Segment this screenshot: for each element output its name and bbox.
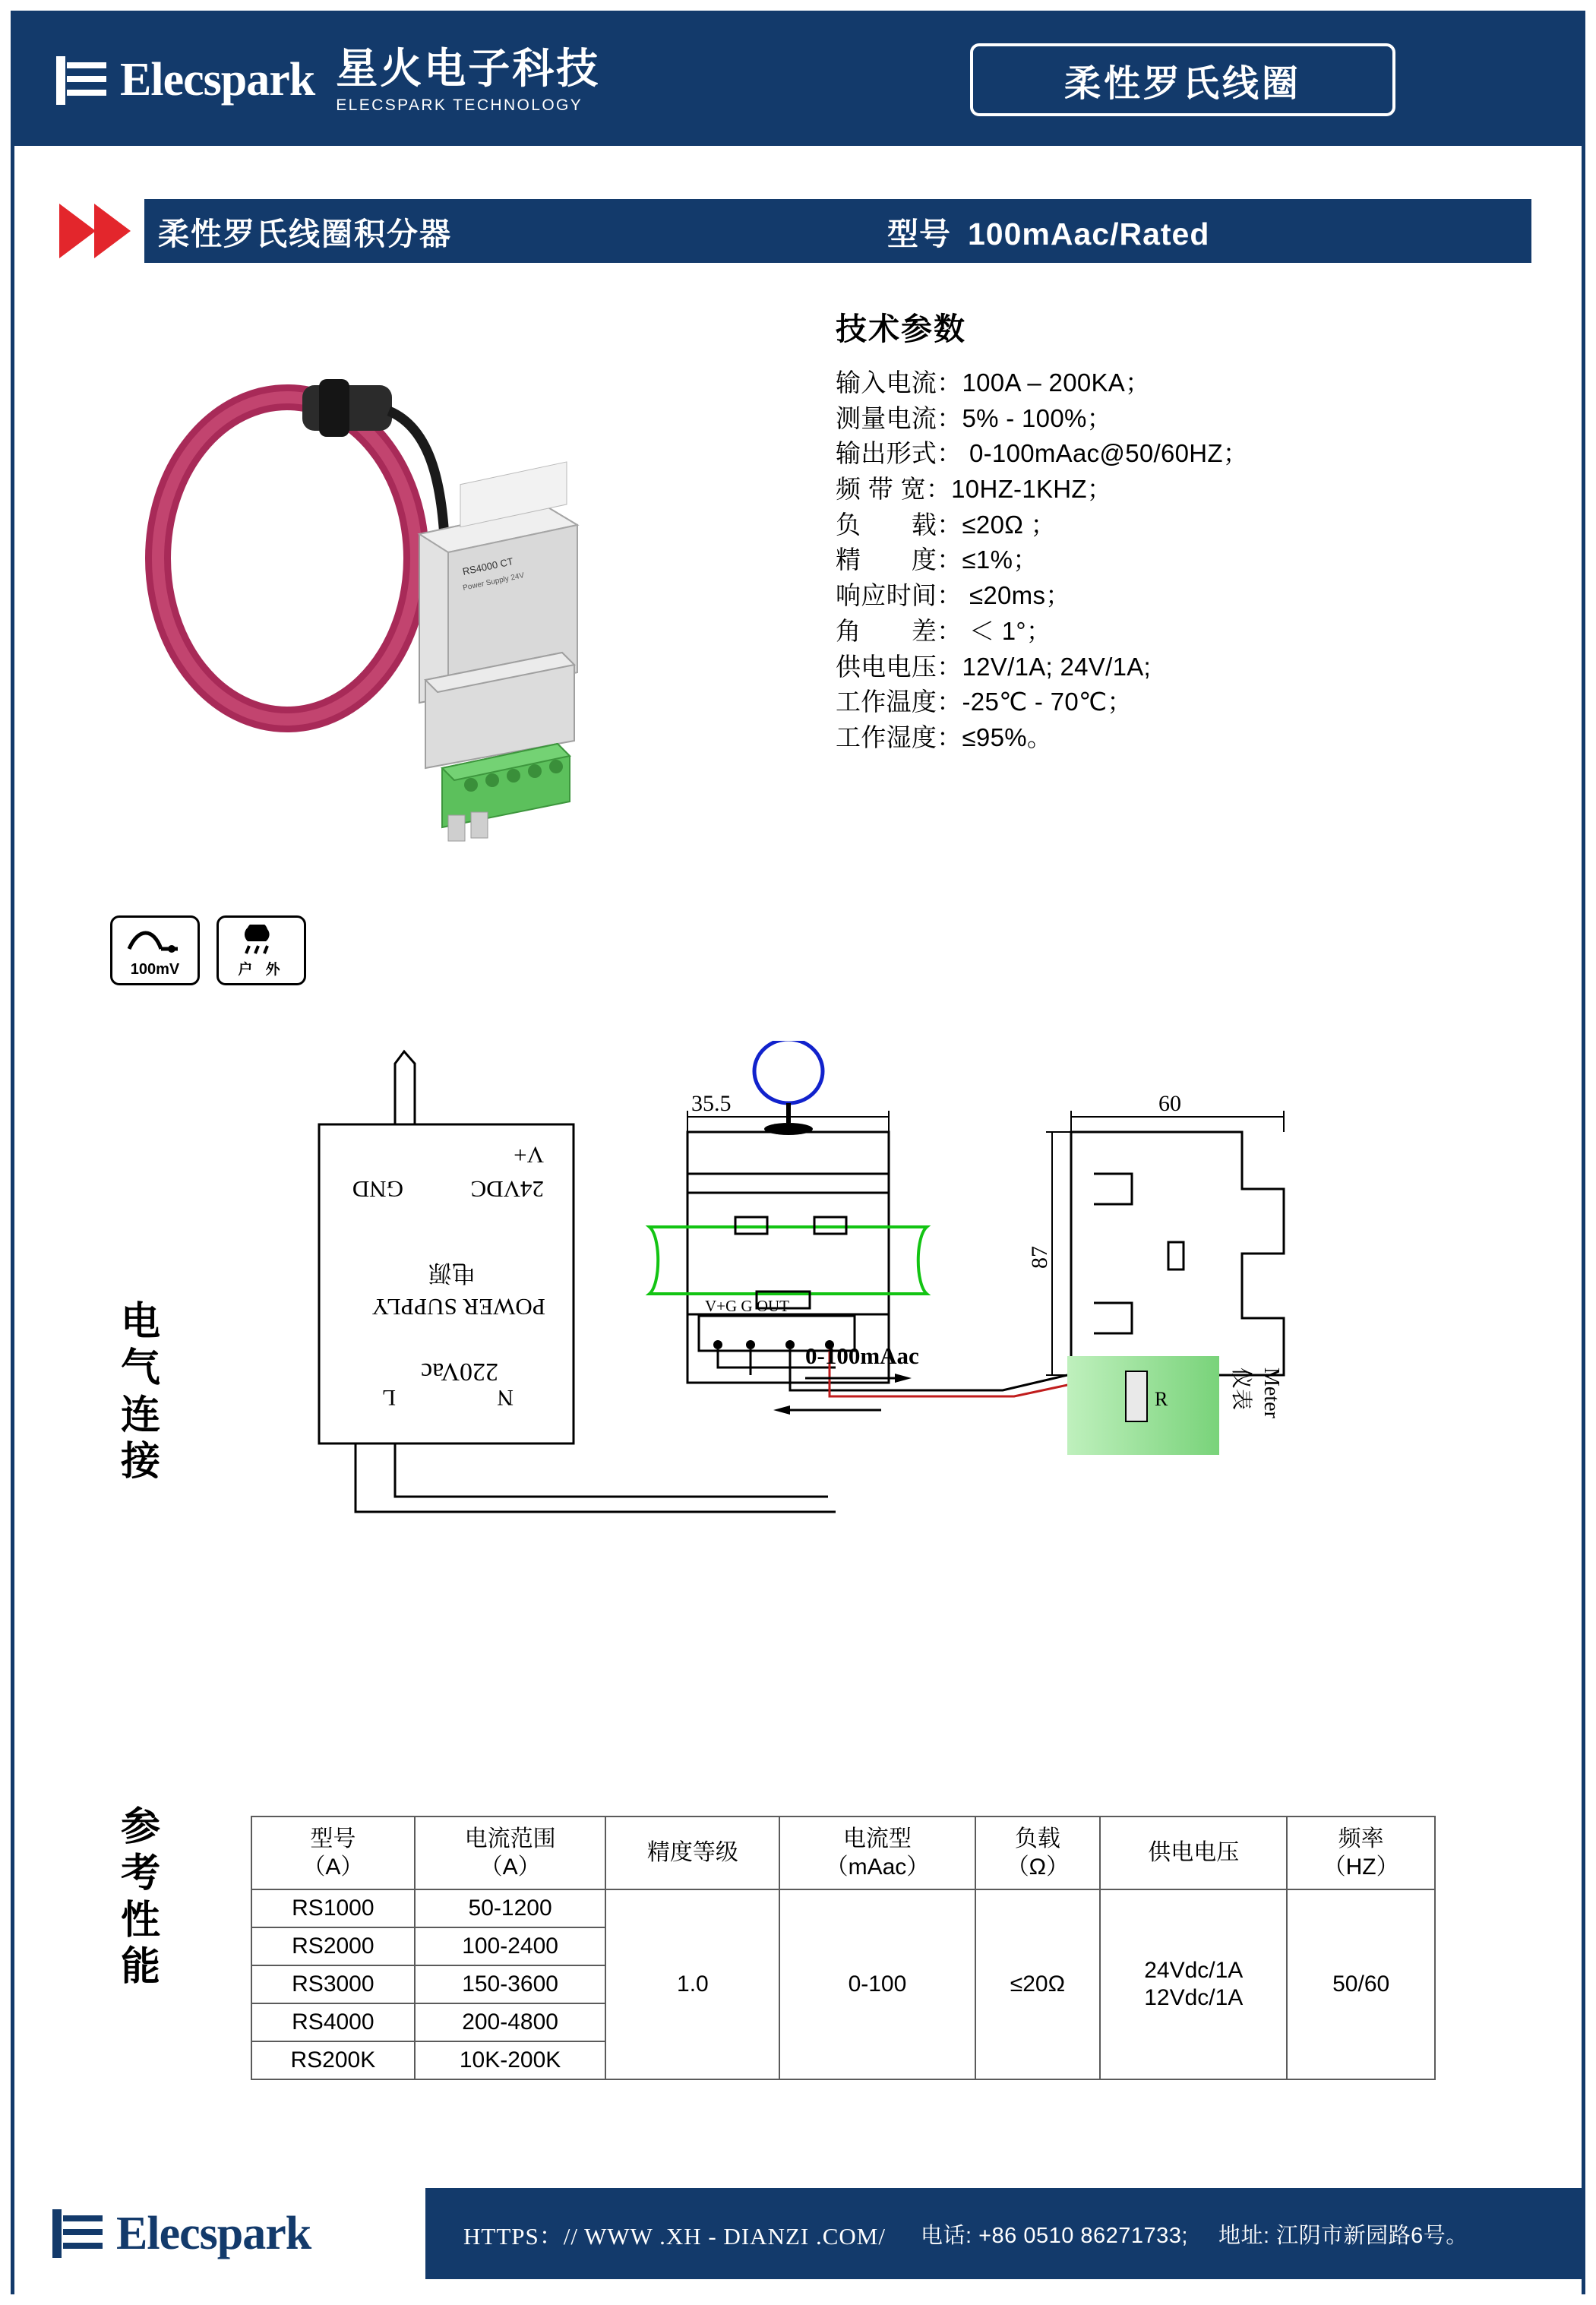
section-title-bar (59, 199, 1531, 263)
spec-item: 精 度：≤1%； (836, 545, 1038, 574)
table-row (251, 1889, 1435, 1927)
footer-brand-logo (52, 2206, 311, 2261)
tech-spec-panel (836, 304, 1519, 756)
output-label: 0-100mAac (805, 1342, 919, 1369)
feature-icon-label: 100mV (130, 961, 180, 978)
svg-text:Power Supply 24V: Power Supply 24V (462, 571, 526, 593)
wiring-diagram (304, 1041, 1489, 1687)
outdoor-rain-icon (216, 915, 306, 985)
spec-item: 响应时间： ≤20ms； (836, 581, 1071, 610)
brand-name-en: Elecspark (120, 54, 315, 106)
spec-item: 频 带 宽：10HZ-1KHZ； (836, 475, 1113, 504)
product-model (887, 209, 1209, 254)
cell-accuracy: 1.0 (605, 1889, 779, 2079)
product-photo (91, 346, 820, 931)
spec-item: 供电电压：12V/1A; 24V/1A; (836, 652, 1152, 681)
cell-range: 100-2400 (415, 1927, 606, 1965)
hdr-line2: （A） (302, 1854, 364, 1880)
svg-text:24VDC: 24VDC (470, 1176, 544, 1203)
footer-brand-name: Elecspark (116, 2207, 311, 2259)
spec-item: 输入电流：100A – 200KA； (836, 368, 1151, 397)
svg-text:GND: GND (352, 1176, 403, 1203)
cell-frequency: 50/60 (1287, 1889, 1435, 2079)
svg-text:POWER SUPPLY: POWER SUPPLY (371, 1294, 545, 1320)
footer-website[interactable]: HTTPS：// WWW .XH - DIANZI .COM/ (463, 2222, 886, 2250)
cell-model: RS3000 (251, 1965, 415, 2003)
svg-text:V+: V+ (514, 1142, 544, 1168)
supply-line2: 12Vdc/1A (1144, 1985, 1244, 2010)
spec-item: 角 差： ＜ 1°； (836, 616, 1052, 645)
svg-text:RS4000 CT: RS4000 CT (461, 555, 515, 577)
model-label: 型号 (887, 216, 951, 251)
table-header-row (251, 1816, 1435, 1889)
col-header-supply: 供电电压 (1100, 1816, 1287, 1889)
col-header-accuracy: 精度等级 (605, 1816, 779, 1889)
tech-spec-heading: 技术参数 (836, 311, 966, 346)
cell-range: 200-4800 (415, 2003, 606, 2041)
spec-item: 工作湿度：≤95%。 (836, 722, 1053, 751)
cell-range: 50-1200 (415, 1889, 606, 1927)
spec-item: 测量电流：5% - 100%； (836, 403, 1112, 432)
tech-spec-list (836, 365, 1519, 756)
cell-load: ≤20Ω (975, 1889, 1101, 2079)
svg-text:电源: 电源 (428, 1260, 476, 1286)
meter-label-cn: 仪表 (1230, 1368, 1253, 1411)
col-header-frequency: 频率 （HZ） (1287, 1816, 1435, 1889)
svg-text:220Vac: 220Vac (421, 1358, 498, 1386)
elecspark-logo-icon (56, 53, 106, 108)
cell-model: RS200K (251, 2041, 415, 2079)
product-title: 柔性罗氏线圈积分器 (158, 216, 452, 251)
red-arrow-icon (59, 199, 144, 263)
meter-label-en: Meter (1259, 1368, 1283, 1418)
footer-contact-bar (425, 2188, 1582, 2279)
dim-width-label: 35.5 (691, 1091, 732, 1116)
cell-supply (1100, 1889, 1287, 2079)
page-header (14, 14, 1582, 146)
resistor-label: R (1155, 1388, 1168, 1410)
section-label-reference: 参 考 性 能 (120, 1805, 160, 1990)
col-header-load: 负载 （Ω） (975, 1816, 1101, 1889)
cell-range: 10K-200K (415, 2041, 606, 2079)
header-product-badge (970, 43, 1395, 116)
elecspark-logo-icon (52, 2206, 103, 2261)
header-badge-label: 柔性罗氏线圈 (1063, 63, 1301, 104)
supply-line1: 24Vdc/1A (1144, 1958, 1244, 1983)
cell-model: RS1000 (251, 1889, 415, 1927)
col-header-range: 电流范围 （A） (415, 1816, 606, 1889)
col-header-current-type: 电流型 （mAac） (779, 1816, 975, 1889)
waveform-icon (110, 915, 200, 985)
svg-text:N: N (497, 1385, 514, 1410)
spec-item: 工作温度：-25℃ - 70℃； (836, 688, 1133, 716)
cell-model: RS2000 (251, 1927, 415, 1965)
performance-table-wrapper (251, 1816, 1436, 2080)
brand-name-cn-sub: ELECSPARK TECHNOLOGY (336, 96, 583, 114)
dim-depth-label: 60 (1158, 1091, 1181, 1116)
cell-current-type: 0-100 (779, 1889, 975, 2079)
hdr-line1: 型号 (310, 1826, 356, 1851)
brand-name-cn: 星火电子科技 (336, 44, 601, 92)
svg-text:V+G G OUT: V+G G OUT (705, 1297, 789, 1315)
cell-range: 150-3600 (415, 1965, 606, 2003)
svg-text:L: L (381, 1385, 396, 1410)
performance-table (251, 1816, 1436, 2080)
spec-item: 负 载：≤20Ω ； (836, 510, 1056, 539)
footer-phone: 电话: +86 0510 86271733; (920, 2223, 1188, 2248)
dim-height-label: 87 (1027, 1246, 1052, 1269)
brand-logo (56, 44, 601, 114)
model-value: 100mAac/Rated (968, 216, 1210, 251)
spec-item: 输出形式： 0-100mAac@50/60HZ； (836, 439, 1249, 468)
feature-icon-group (110, 915, 306, 985)
col-header-model (251, 1816, 415, 1889)
feature-icon-label: 户 外 (238, 962, 285, 978)
footer-address: 地址: 江阴市新园路6号。 (1218, 2223, 1468, 2248)
section-label-electrical: 电 气 连 接 (120, 1300, 160, 1484)
cell-model: RS4000 (251, 2003, 415, 2041)
